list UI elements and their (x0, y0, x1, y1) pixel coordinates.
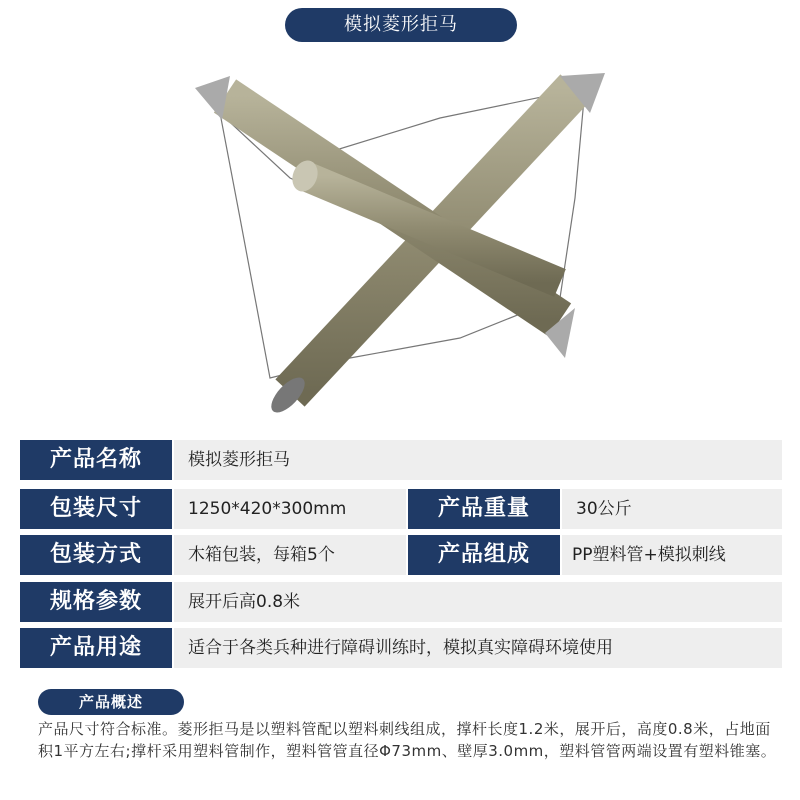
pack-method-value: 木箱包装，每箱5个 (174, 535, 406, 575)
pack-size-label: 包装尺寸 (20, 489, 172, 529)
pack-size-value: 1250*420*300mm (174, 489, 406, 529)
weight-value: 30公斤 (562, 489, 782, 529)
page-title: 模拟菱形拒马 (285, 8, 517, 42)
spec-row-params (20, 582, 782, 622)
spec-row-name (20, 440, 782, 480)
overview-heading: 产品概述 (38, 689, 184, 715)
usage-label: 产品用途 (20, 628, 172, 668)
overview-text: 产品尺寸符合标准。菱形拒马是以塑料管配以塑料刺线组成，撑杆长度1.2米，展开后，高度0.8米，占地面积1平方左右;撑杆采用塑料管制作，塑料管管直径Φ73mm、壁厚3.0mm，塑料管管两端设置有塑料锥塞。 (38, 720, 777, 760)
product-photo (180, 58, 620, 428)
composition-label: 产品组成 (408, 535, 560, 575)
name-label: 产品名称 (20, 440, 172, 480)
name-value: 模拟菱形拒马 (174, 440, 782, 480)
spec-row-pack-method (20, 535, 782, 575)
weight-label: 产品重量 (408, 489, 560, 529)
usage-value: 适合于各类兵种进行障碍训练时，模拟真实障碍环境使用 (174, 628, 782, 668)
pack-method-label: 包装方式 (20, 535, 172, 575)
params-value: 展开后高0.8米 (174, 582, 782, 622)
spec-row-usage (20, 628, 782, 668)
params-label: 规格参数 (20, 582, 172, 622)
composition-value: PP塑料管+模拟刺线 (562, 535, 782, 575)
spec-row-pack-size (20, 489, 782, 529)
